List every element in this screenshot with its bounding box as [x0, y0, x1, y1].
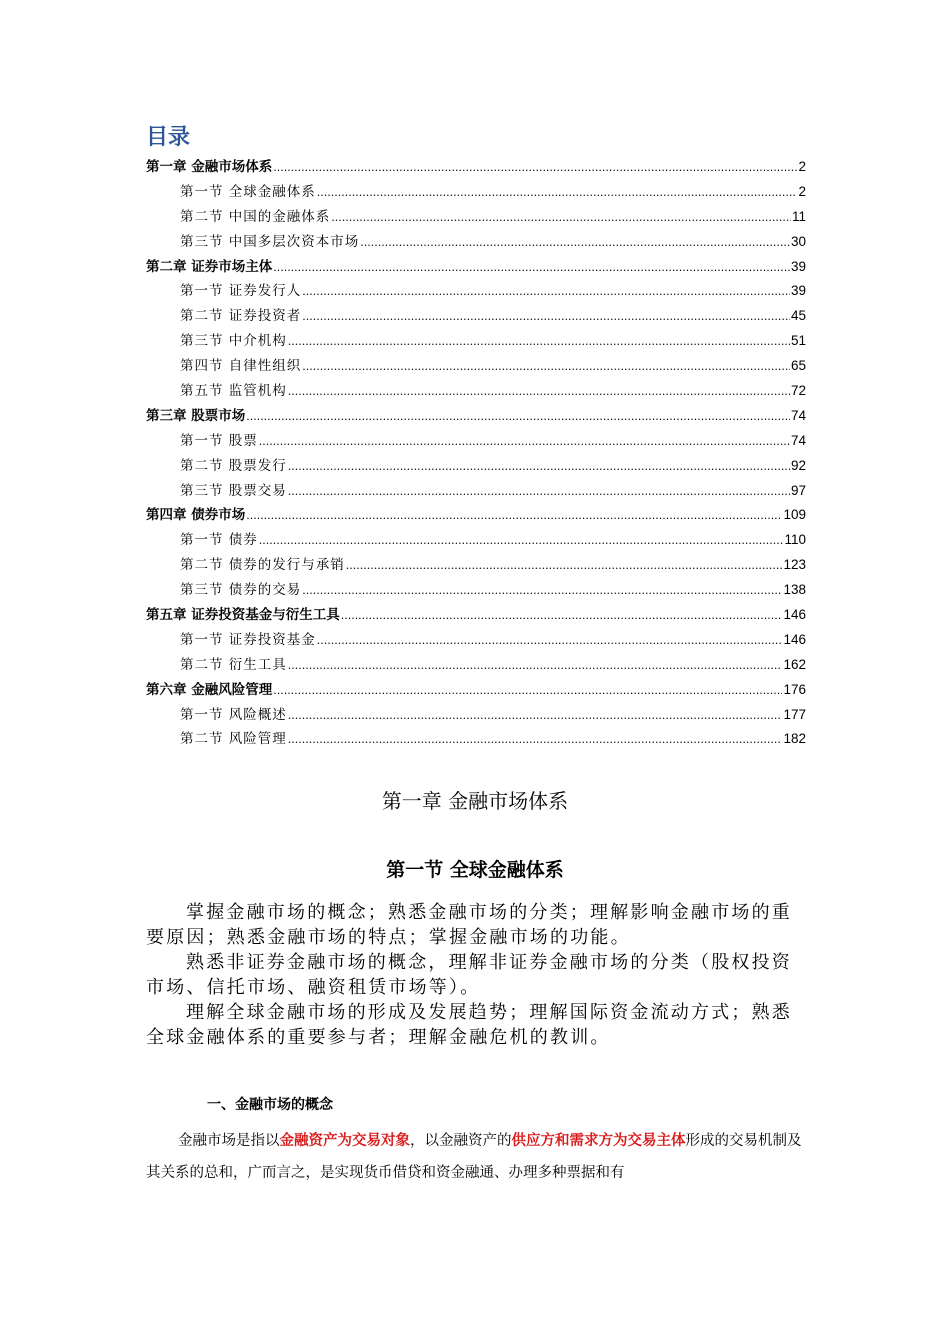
- toc-leader-dots: [288, 380, 790, 405]
- toc-leader-dots: [259, 430, 790, 455]
- toc-section-link[interactable]: [180, 304, 806, 329]
- toc-entry-text: 第一节 债券: [180, 532, 258, 549]
- toc-leader-dots: [288, 480, 790, 505]
- toc-page-number: 177: [783, 706, 806, 722]
- toc-section-link[interactable]: [180, 379, 806, 404]
- toc-leader-dots: [246, 405, 790, 430]
- toc-page-number: 45: [790, 308, 806, 324]
- toc-page-number: 138: [783, 582, 806, 598]
- toc-page-number: 97: [790, 482, 806, 498]
- toc-leader-dots: [341, 604, 783, 629]
- toc-entry-text: 第四节 自律性组织: [180, 358, 302, 375]
- toc-leader-dots: [302, 280, 790, 305]
- toc-section-link[interactable]: [180, 429, 806, 454]
- toc-entry-text: 第三章 股票市场: [146, 407, 246, 424]
- toc-chapter-link[interactable]: [146, 503, 806, 528]
- toc-section-link[interactable]: [180, 329, 806, 354]
- toc-page-number: 92: [790, 457, 806, 473]
- toc-page-number: 74: [790, 407, 806, 423]
- toc-leader-dots: [288, 330, 790, 355]
- toc-entry-text: 第一节 证券发行人: [180, 283, 302, 300]
- toc-section-link[interactable]: [180, 279, 806, 304]
- toc-entry-text: 第三节 中介机构: [180, 333, 287, 350]
- toc-entry-text: 第三节 债券的交易: [180, 582, 302, 599]
- toc-leader-dots: [288, 654, 783, 679]
- toc-page-number: 39: [790, 283, 806, 299]
- toc-entry-text: 第二章 证券市场主体: [146, 258, 273, 275]
- toc-section-link[interactable]: [180, 479, 806, 504]
- table-of-contents: [0, 155, 950, 752]
- toc-page-number: 109: [783, 507, 806, 523]
- toc-chapter-link[interactable]: [146, 155, 806, 180]
- toc-leader-dots: [317, 629, 783, 654]
- toc-entry-text: 第五节 监管机构: [180, 383, 287, 400]
- toc-leader-dots: [360, 231, 790, 256]
- toc-leader-dots: [273, 256, 790, 281]
- toc-section-link[interactable]: [180, 528, 806, 553]
- toc-page-number: 162: [783, 656, 806, 672]
- toc-section-link[interactable]: [180, 230, 806, 255]
- toc-page-number: 72: [790, 383, 806, 399]
- toc-page-number: 51: [790, 333, 806, 349]
- toc-leader-dots: [288, 455, 790, 480]
- toc-leader-dots: [302, 579, 782, 604]
- toc-leader-dots: [273, 679, 782, 704]
- toc-entry-text: 第二节 衍生工具: [180, 656, 287, 673]
- toc-leader-dots: [288, 728, 783, 753]
- toc-leader-dots: [331, 206, 791, 231]
- toc-section-link[interactable]: [180, 354, 806, 379]
- toc-page-number: 182: [783, 731, 806, 747]
- toc-page-number: 65: [790, 358, 806, 374]
- toc-section-link[interactable]: [180, 727, 806, 752]
- toc-section-link[interactable]: [180, 703, 806, 728]
- toc-entry-text: 第三节 股票交易: [180, 482, 287, 499]
- toc-leader-dots: [259, 529, 784, 554]
- toc-chapter-link[interactable]: [146, 255, 806, 280]
- highlight-text: 供应方和需求方为交易主体: [511, 1133, 686, 1149]
- toc-entry-text: 第五章 证券投资基金与衍生工具: [146, 607, 340, 624]
- toc-page-number: 123: [783, 557, 806, 573]
- toc-page-number: 11: [791, 208, 806, 224]
- toc-section-link[interactable]: [180, 578, 806, 603]
- body-paragraph: [146, 1125, 806, 1189]
- toc-page-number: 2: [798, 159, 806, 174]
- toc-section-link[interactable]: [180, 553, 806, 578]
- body-text-segment: 形成的交易机制及其关系的总和，广而言之，是实现货币借贷和资金融通、办理多种票据和有: [146, 1133, 802, 1181]
- toc-entry-text: 第二节 证券投资者: [180, 308, 302, 325]
- toc-page-number: 30: [790, 233, 806, 249]
- body-text-segment: 金融市场是指以: [178, 1133, 280, 1149]
- chapter-heading: 第一章 金融市场体系: [381, 789, 569, 813]
- toc-chapter-link[interactable]: [146, 678, 806, 703]
- toc-leader-dots: [273, 156, 797, 181]
- toc-entry-text: 第二节 债券的发行与承销: [180, 557, 345, 574]
- toc-leader-dots: [346, 554, 783, 579]
- toc-page-number: 146: [783, 631, 806, 647]
- toc-page-number: 74: [790, 432, 806, 448]
- toc-title: 目录: [146, 125, 191, 150]
- toc-section-link[interactable]: [180, 628, 806, 653]
- objective-paragraph: 熟悉非证券金融市场的概念，理解非证券金融市场的分类（股权投资市场、信托市场、融资租赁市场等）。: [146, 952, 792, 998]
- toc-entry-text: 第二节 中国的金融体系: [180, 208, 331, 225]
- toc-page-number: 39: [790, 258, 806, 274]
- toc-entry-text: 第三节 中国多层次资本市场: [180, 233, 360, 250]
- toc-page-number: 176: [783, 681, 806, 697]
- toc-page-number: 110: [784, 532, 806, 548]
- section-heading: 第一节 全球金融体系: [386, 859, 564, 881]
- toc-section-link[interactable]: [180, 454, 806, 479]
- toc-leader-dots: [246, 504, 782, 529]
- toc-entry-text: 第二节 股票发行: [180, 457, 287, 474]
- toc-section-link[interactable]: [180, 205, 806, 230]
- subheading: 一、金融市场的概念: [207, 1097, 333, 1113]
- toc-page-number: 146: [783, 607, 806, 623]
- toc-entry-text: 第一节 风险概述: [180, 706, 287, 723]
- body-text-segment: ，以金融资产的: [410, 1133, 512, 1149]
- toc-entry-text: 第四章 债券市场: [146, 507, 246, 524]
- toc-entry-text: 第一节 证券投资基金: [180, 631, 316, 648]
- toc-entry-text: 第二节 风险管理: [180, 731, 287, 748]
- highlight-text: 金融资产为交易对象: [279, 1133, 410, 1149]
- learning-objectives: [146, 900, 810, 1050]
- toc-leader-dots: [302, 305, 790, 330]
- toc-entry-text: 第一节 股票: [180, 432, 258, 449]
- toc-entry-text: 第一章 金融市场体系: [146, 159, 273, 175]
- toc-leader-dots: [302, 355, 790, 380]
- toc-entry-text: 第六章 金融风险管理: [146, 681, 273, 698]
- toc-chapter-link[interactable]: [146, 603, 806, 628]
- toc-section-link[interactable]: [180, 653, 806, 678]
- toc-leader-dots: [317, 181, 798, 206]
- toc-section-link[interactable]: [180, 180, 806, 205]
- toc-leader-dots: [288, 704, 783, 729]
- objective-paragraph: 理解全球金融市场的形成及发展趋势；理解国际资金流动方式；熟悉全球金融体系的重要参与者；理解金融危机的教训。: [146, 1002, 792, 1048]
- objective-paragraph: 掌握金融市场的概念；熟悉金融市场的分类；理解影响金融市场的重要原因；熟悉金融市场的特点；掌握金融市场的功能。: [146, 902, 792, 948]
- toc-entry-text: 第一节 全球金融体系: [180, 183, 316, 200]
- toc-page-number: 2: [798, 183, 806, 199]
- toc-chapter-link[interactable]: [146, 404, 806, 429]
